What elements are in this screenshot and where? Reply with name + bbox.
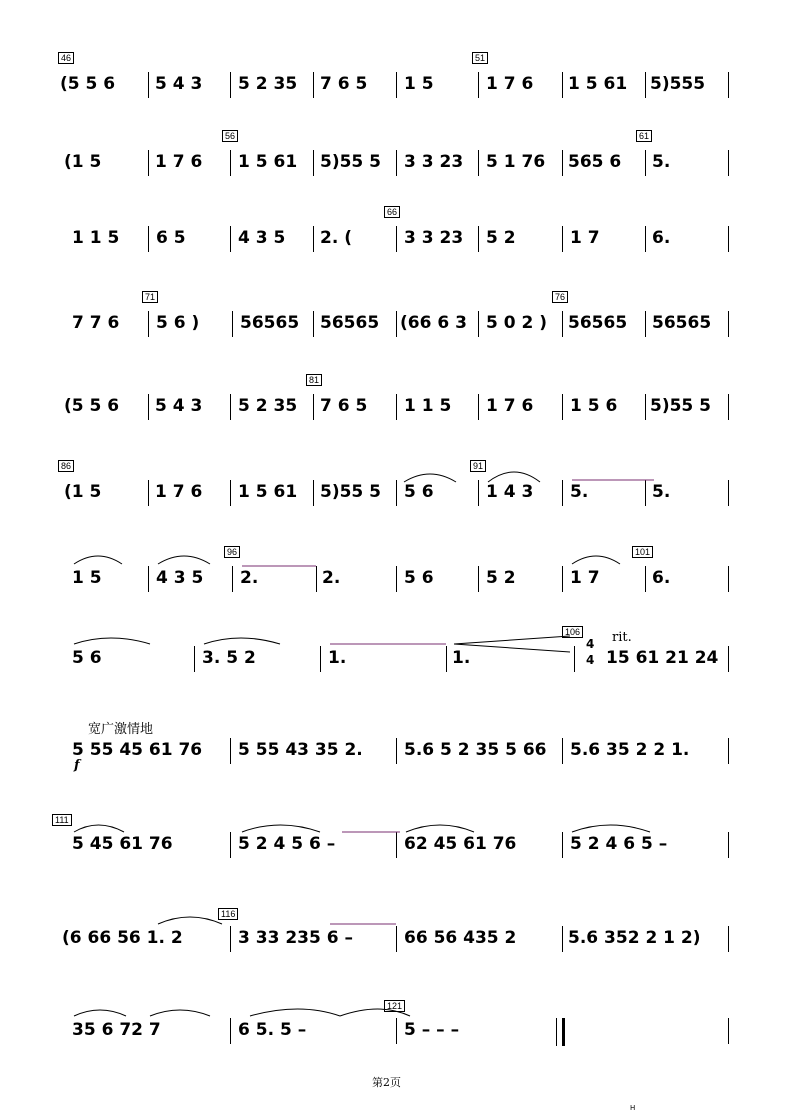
measure: 56565: [568, 313, 628, 333]
measure: 1 5 6: [570, 396, 618, 416]
measure: 56565: [320, 313, 380, 333]
measure: 1.: [452, 648, 471, 668]
measure-number: 91: [470, 460, 486, 472]
measure: 4 3 5: [156, 568, 204, 588]
measure: 4 3 5: [238, 228, 286, 248]
measure: 2. (: [320, 228, 352, 248]
measure: 3 33 235 6 –: [238, 928, 353, 948]
measure: 5 2 4 6 5 –: [570, 834, 668, 854]
slur: [572, 825, 650, 832]
slur: [158, 556, 210, 564]
measure-number: 96: [224, 546, 240, 558]
slur: [572, 556, 620, 564]
measure: (6 66 56 1. 2: [62, 928, 183, 948]
slur: [158, 917, 222, 924]
measure: 6.: [652, 228, 671, 248]
measure: 7 6 5: [320, 396, 368, 416]
measure: 35 6 72 7: [72, 1020, 161, 1040]
measure-number: 71: [142, 291, 158, 303]
measure: 5.: [652, 482, 671, 502]
measure: 5 1 76: [486, 152, 546, 172]
measure: 5 55 43 35 2.: [238, 740, 363, 760]
slur: [242, 825, 320, 832]
measure-number: 81: [306, 374, 322, 386]
measure: (5 5 6: [64, 396, 120, 416]
measure: 7 6 5: [320, 74, 368, 94]
measure: 5 2: [486, 568, 516, 588]
measure: (5 5 6: [60, 74, 116, 94]
measure: 2.: [240, 568, 259, 588]
measure: 6.: [652, 568, 671, 588]
measure-number: 56: [222, 130, 238, 142]
measure: 1 7 6: [155, 482, 203, 502]
slur: [150, 1010, 210, 1016]
measure: 1 7 6: [155, 152, 203, 172]
measure: 5 45 61 76: [72, 834, 173, 854]
decrescendo-line: [454, 636, 570, 644]
decrescendo-line: [454, 644, 570, 652]
slur: [250, 1009, 340, 1016]
measure-number: 61: [636, 130, 652, 142]
measure-number: 76: [552, 291, 568, 303]
slur: [74, 556, 122, 564]
measure: 1 5: [404, 74, 434, 94]
measure: 1.: [328, 648, 347, 668]
measure: 565 6: [568, 152, 622, 172]
slur: [74, 1010, 126, 1016]
measure: 5 2: [486, 228, 516, 248]
corner-mark: H: [630, 1104, 636, 1112]
measure: 5.6 352 2 1 2): [568, 928, 701, 948]
measure: 5 6: [72, 648, 102, 668]
measure: 7 7 6: [72, 313, 120, 333]
page-label: 第2页: [372, 1076, 401, 1089]
measure: (1 5: [64, 152, 102, 172]
measure: 5 4 3: [155, 74, 203, 94]
measure: 3. 5 2: [202, 648, 256, 668]
measure: 1 5 61: [568, 74, 628, 94]
measure: 66 56 435 2: [404, 928, 517, 948]
measure: 5 2 35: [238, 74, 298, 94]
measure-number: 111: [52, 814, 72, 826]
measure: 5 2 4 5 6 –: [238, 834, 336, 854]
measure-number: 46: [58, 52, 74, 64]
measure: 1 7 6: [486, 74, 534, 94]
measure: 56565: [652, 313, 712, 333]
measure: 5)55 5: [320, 482, 382, 502]
measure: 5.6 5 2 35 5 66: [404, 740, 547, 760]
measure: 5 6: [404, 482, 434, 502]
expression-marking: 宽广激情地: [88, 722, 154, 737]
rit-marking: rit.: [612, 630, 632, 645]
measure: 5)555: [650, 74, 706, 94]
slur: [406, 825, 474, 832]
measure: 15 61 21 24: [606, 648, 719, 668]
measure: 3 3 23: [404, 152, 464, 172]
measure: 5 6: [404, 568, 434, 588]
measure: 5.6 35 2 2 1.: [570, 740, 690, 760]
measure: 5)55 5: [650, 396, 712, 416]
measure: 1 7: [570, 568, 600, 588]
measure-number: 66: [384, 206, 400, 218]
slur: [74, 638, 150, 644]
measure: (1 5: [64, 482, 102, 502]
measure: 1 5 61: [238, 482, 298, 502]
measure: 6 5: [156, 228, 186, 248]
slur: [74, 825, 124, 832]
measure: 5.: [652, 152, 671, 172]
measure: 5 4 3: [155, 396, 203, 416]
measure: 5 0 2 ): [486, 313, 548, 333]
measure: 3 3 23: [404, 228, 464, 248]
measure: 1 1 5: [72, 228, 120, 248]
slur: [204, 638, 280, 644]
measure: 2.: [322, 568, 341, 588]
measure-number: 51: [472, 52, 488, 64]
measure-number: 106: [562, 626, 583, 638]
measure: 1 5: [72, 568, 102, 588]
dynamic-marking: f: [74, 758, 80, 773]
measure: 56565: [240, 313, 300, 333]
measure: (66 6 3: [400, 313, 467, 333]
measure-number: 101: [632, 546, 653, 558]
measure: 5.: [570, 482, 589, 502]
measure: 1 7 6: [486, 396, 534, 416]
time-signature-bottom: 4: [586, 653, 595, 667]
measure: 1 4 3: [486, 482, 534, 502]
measure: 62 45 61 76: [404, 834, 517, 854]
measure: 6 5. 5 –: [238, 1020, 307, 1040]
measure: 1 5 61: [238, 152, 298, 172]
measure: 5 55 45 61 76: [72, 740, 203, 760]
measure: 5 2 35: [238, 396, 298, 416]
slur: [404, 474, 456, 482]
measure: 5)55 5: [320, 152, 382, 172]
measure-number: 86: [58, 460, 74, 472]
measure: 1 1 5: [404, 396, 452, 416]
measure-number: 116: [218, 908, 238, 920]
measure: 1 7: [570, 228, 600, 248]
measure: 5 – – –: [404, 1020, 460, 1040]
slur: [340, 1009, 410, 1016]
time-signature-top: 4: [586, 637, 595, 651]
measure: 5 6 ): [156, 313, 200, 333]
measure-number: 121: [384, 1000, 405, 1012]
slur: [488, 472, 540, 482]
